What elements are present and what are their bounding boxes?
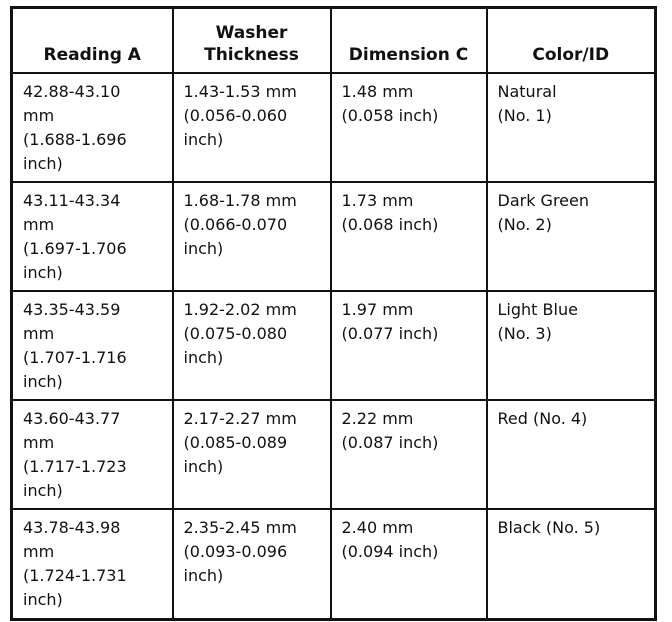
cell-reading-a	[12, 73, 173, 182]
header-dimension-c	[331, 8, 487, 74]
cell-line: (0.066-0.070	[183, 215, 288, 234]
cell-line: (0.094 inch)	[341, 542, 439, 561]
cell-washer-thickness	[173, 509, 331, 620]
cell-line: (0.058 inch)	[341, 106, 439, 125]
cell-reading-a	[12, 400, 173, 509]
cell-line: 2.35-2.45 mm	[183, 518, 297, 537]
header-line: Color/ID	[532, 45, 610, 65]
cell-line: inch)	[183, 566, 224, 585]
table-row	[12, 182, 656, 291]
header-line: Thickness	[204, 45, 299, 65]
cell-line: mm	[23, 542, 55, 561]
header-washer-thickness	[173, 8, 331, 74]
cell-line: mm	[23, 324, 55, 343]
cell-dimension-c	[331, 400, 487, 509]
cell-line: mm	[23, 433, 55, 452]
cell-line: (0.075-0.080	[183, 324, 288, 343]
table-body	[12, 73, 656, 620]
cell-line: (0.087 inch)	[341, 433, 439, 452]
cell-line: (No. 2)	[497, 215, 552, 234]
cell-line: mm	[23, 215, 55, 234]
cell-line: 1.43-1.53 mm	[183, 82, 297, 101]
cell-reading-a	[12, 509, 173, 620]
cell-washer-thickness	[173, 182, 331, 291]
cell-line: (0.085-0.089	[183, 433, 288, 452]
cell-color-id	[487, 400, 656, 509]
cell-dimension-c	[331, 509, 487, 620]
cell-line: 2.40 mm	[341, 518, 414, 537]
header-line: Washer	[215, 23, 288, 43]
cell-reading-a	[12, 182, 173, 291]
cell-line: 1.48 mm	[341, 82, 414, 101]
cell-line: (1.697-1.706	[23, 239, 127, 258]
cell-line: inch)	[23, 372, 63, 391]
header-row	[12, 8, 656, 74]
cell-line: inch)	[183, 239, 224, 258]
table-row	[12, 400, 656, 509]
cell-line: inch)	[183, 130, 224, 149]
table-row	[12, 509, 656, 620]
table-row	[12, 291, 656, 400]
header-line: Reading A	[43, 45, 141, 65]
cell-line: inch)	[23, 590, 63, 609]
cell-dimension-c	[331, 291, 487, 400]
cell-line: 2.22 mm	[341, 409, 414, 428]
cell-line: Natural	[497, 82, 557, 101]
cell-line: 43.35-43.59	[23, 300, 121, 319]
cell-washer-thickness	[173, 73, 331, 182]
cell-line: Red (No. 4)	[497, 409, 588, 428]
cell-line: (1.688-1.696	[23, 130, 127, 149]
cell-line: (No. 3)	[497, 324, 552, 343]
cell-line: mm	[23, 106, 55, 125]
header-color-id	[487, 8, 656, 74]
cell-line: inch)	[183, 348, 224, 367]
cell-color-id	[487, 73, 656, 182]
cell-line: Black (No. 5)	[497, 518, 601, 537]
cell-line: (0.077 inch)	[341, 324, 439, 343]
cell-line: inch)	[23, 154, 63, 173]
cell-line: (1.707-1.716	[23, 348, 127, 367]
cell-reading-a	[12, 291, 173, 400]
cell-line: (No. 1)	[497, 106, 552, 125]
cell-line: 1.68-1.78 mm	[183, 191, 297, 210]
cell-line: (0.068 inch)	[341, 215, 439, 234]
cell-line: (1.717-1.723	[23, 457, 127, 476]
header-line: Dimension C	[348, 45, 469, 65]
cell-line: inch)	[23, 263, 63, 282]
cell-line: Dark Green	[497, 191, 590, 210]
cell-color-id	[487, 182, 656, 291]
cell-color-id	[487, 291, 656, 400]
cell-line: inch)	[183, 457, 224, 476]
cell-line: 2.17-2.27 mm	[183, 409, 297, 428]
cell-dimension-c	[331, 182, 487, 291]
cell-dimension-c	[331, 73, 487, 182]
cell-line: (0.056-0.060	[183, 106, 288, 125]
cell-washer-thickness	[173, 400, 331, 509]
cell-line: 1.73 mm	[341, 191, 414, 210]
cell-color-id	[487, 509, 656, 620]
washer-spec-table	[10, 6, 657, 621]
header-reading-a	[12, 8, 173, 74]
table-row	[12, 73, 656, 182]
cell-washer-thickness	[173, 291, 331, 400]
cell-line: 1.97 mm	[341, 300, 414, 319]
cell-line: 43.78-43.98	[23, 518, 121, 537]
cell-line: 43.11-43.34	[23, 191, 121, 210]
cell-line: 43.60-43.77	[23, 409, 121, 428]
cell-line: (0.093-0.096	[183, 542, 288, 561]
cell-line: 1.92-2.02 mm	[183, 300, 297, 319]
cell-line: 42.88-43.10	[23, 82, 121, 101]
cell-line: inch)	[23, 481, 63, 500]
cell-line: Light Blue	[497, 300, 578, 319]
cell-line: (1.724-1.731	[23, 566, 127, 585]
